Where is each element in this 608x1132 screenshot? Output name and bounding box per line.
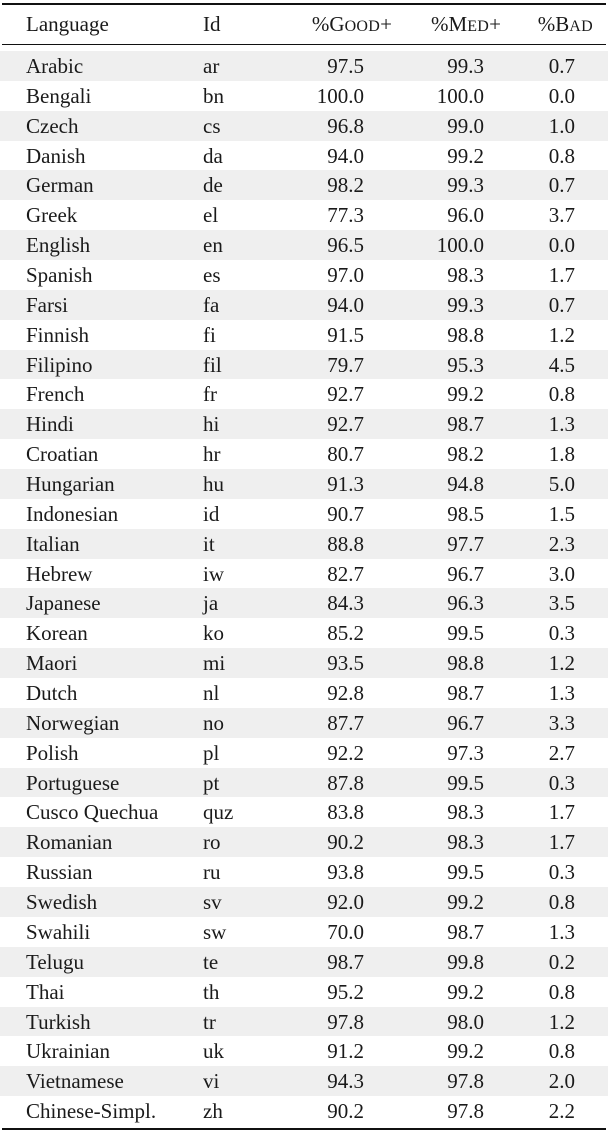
cell-med-plus: 94.8 — [447, 472, 484, 497]
cell-good-plus: 98.7 — [327, 949, 364, 974]
table-row — [0, 350, 608, 380]
cell-language: Thai — [26, 979, 65, 1004]
cell-med-plus: 95.3 — [447, 352, 484, 377]
cell-language: Chinese-Simpl. — [26, 1099, 157, 1124]
cell-bad: 0.0 — [548, 233, 575, 258]
table-row — [0, 1096, 608, 1126]
table-row — [0, 51, 608, 81]
table-row — [0, 678, 608, 708]
cell-id: el — [203, 203, 219, 228]
cell-id: ko — [203, 621, 224, 646]
table-top-rule — [2, 3, 606, 5]
table-row — [0, 947, 608, 977]
cell-bad: 2.2 — [548, 1099, 575, 1124]
cell-med-plus: 98.3 — [447, 800, 484, 825]
cell-language: Hungarian — [26, 472, 115, 497]
cell-bad: 5.0 — [548, 472, 575, 497]
table-row — [0, 260, 608, 290]
table-row — [0, 290, 608, 320]
cell-med-plus: 99.2 — [447, 382, 484, 407]
cell-language: Filipino — [26, 352, 93, 377]
cell-bad: 1.7 — [548, 830, 575, 855]
cell-bad: 0.2 — [548, 949, 575, 974]
header-med-suffix: + — [489, 12, 501, 36]
cell-id: ru — [203, 860, 221, 885]
cell-med-plus: 96.3 — [447, 591, 484, 616]
cell-language: German — [26, 173, 94, 198]
table-header-rule — [2, 44, 606, 45]
cell-good-plus: 97.5 — [327, 54, 364, 78]
header-good-prefix: % — [311, 12, 330, 36]
header-good-small: OOD — [344, 18, 381, 35]
cell-good-plus: 85.2 — [327, 621, 364, 646]
cell-bad: 0.8 — [548, 143, 575, 168]
header-med-plus — [431, 6, 501, 42]
cell-language: Croatian — [26, 442, 99, 467]
table-row — [0, 887, 608, 917]
table-row — [0, 559, 608, 589]
cell-med-plus: 96.7 — [447, 710, 484, 735]
cell-bad: 0.3 — [548, 860, 575, 885]
cell-good-plus: 80.7 — [327, 442, 364, 467]
cell-language: Danish — [26, 143, 86, 168]
cell-id: it — [203, 531, 215, 556]
cell-language: Romanian — [26, 830, 113, 855]
header-id: Id — [203, 12, 221, 36]
cell-id: fil — [203, 352, 222, 377]
cell-bad: 1.2 — [548, 651, 575, 676]
cell-med-plus: 98.7 — [447, 681, 484, 706]
cell-id: de — [203, 173, 223, 198]
cell-med-plus: 99.3 — [447, 173, 484, 198]
cell-id: fr — [203, 382, 217, 407]
cell-med-plus: 99.8 — [447, 949, 484, 974]
cell-bad: 1.3 — [548, 681, 575, 706]
table-row — [0, 200, 608, 230]
cell-bad: 3.7 — [548, 203, 575, 228]
cell-bad: 1.0 — [548, 113, 575, 138]
table-row — [0, 1066, 608, 1096]
cell-id: nl — [203, 681, 220, 706]
cell-med-plus: 98.3 — [447, 830, 484, 855]
cell-good-plus: 70.0 — [327, 919, 364, 944]
cell-language: Dutch — [26, 681, 78, 706]
cell-good-plus: 93.5 — [327, 651, 364, 676]
header-bad-big: B — [555, 12, 570, 36]
cell-med-plus: 99.5 — [447, 621, 484, 646]
cell-med-plus: 99.5 — [447, 860, 484, 885]
header-bad — [538, 6, 593, 42]
header-good-big: G — [329, 12, 345, 36]
cell-med-plus: 98.2 — [447, 442, 484, 467]
cell-id: ja — [203, 591, 219, 616]
cell-med-plus: 100.0 — [436, 233, 484, 258]
cell-bad: 2.7 — [548, 740, 575, 765]
cell-bad: 2.0 — [548, 1069, 575, 1094]
table-row — [0, 439, 608, 469]
table-row — [0, 797, 608, 827]
cell-med-plus: 97.8 — [447, 1099, 484, 1124]
cell-language: Telugu — [26, 949, 85, 974]
header-bad-small: AD — [569, 18, 593, 35]
cell-id: pt — [203, 770, 220, 795]
table-row — [0, 141, 608, 171]
cell-med-plus: 98.0 — [447, 1009, 484, 1034]
cell-bad: 3.3 — [548, 710, 575, 735]
cell-good-plus: 100.0 — [316, 83, 364, 108]
cell-id: sv — [203, 890, 222, 915]
cell-bad: 0.7 — [548, 173, 575, 198]
cell-bad: 3.0 — [548, 561, 575, 586]
table-row — [0, 977, 608, 1007]
table-row — [0, 320, 608, 350]
cell-good-plus: 90.7 — [327, 501, 364, 526]
cell-id: ar — [203, 54, 220, 78]
cell-language: Swahili — [26, 919, 91, 944]
cell-med-plus: 96.7 — [447, 561, 484, 586]
cell-language: Italian — [26, 531, 80, 556]
cell-good-plus: 79.7 — [327, 352, 364, 377]
cell-id: quz — [203, 800, 234, 825]
cell-language: Farsi — [26, 292, 68, 317]
cell-good-plus: 91.2 — [327, 1039, 364, 1064]
header-med-big: M — [448, 12, 468, 36]
table-row — [0, 738, 608, 768]
header-med-prefix: % — [431, 12, 449, 36]
cell-language: Vietnamese — [26, 1069, 124, 1094]
table-bottom-rule — [2, 1128, 606, 1130]
cell-med-plus: 98.7 — [447, 412, 484, 437]
cell-good-plus: 94.0 — [327, 143, 364, 168]
cell-bad: 1.7 — [548, 800, 575, 825]
cell-bad: 0.3 — [548, 770, 575, 795]
cell-language: Japanese — [26, 591, 101, 616]
cell-good-plus: 82.7 — [327, 561, 364, 586]
cell-id: ro — [203, 830, 221, 855]
table-body — [0, 51, 608, 1126]
header-good-suffix: + — [380, 12, 392, 36]
cell-language: Cusco Quechua — [26, 800, 159, 825]
cell-language: French — [26, 382, 85, 407]
cell-bad: 0.0 — [548, 83, 575, 108]
table-row — [0, 857, 608, 887]
cell-med-plus: 99.2 — [447, 143, 484, 168]
cell-good-plus: 98.2 — [327, 173, 364, 198]
cell-id: en — [203, 233, 223, 258]
cell-id: sw — [203, 919, 227, 944]
table-row — [0, 768, 608, 798]
cell-good-plus: 87.8 — [327, 770, 364, 795]
cell-language: Norwegian — [26, 710, 120, 735]
cell-med-plus: 99.3 — [447, 292, 484, 317]
cell-med-plus: 96.0 — [447, 203, 484, 228]
table-row — [0, 917, 608, 947]
cell-id: iw — [203, 561, 224, 586]
table-row — [0, 379, 608, 409]
cell-good-plus: 97.0 — [327, 263, 364, 288]
cell-med-plus: 99.0 — [447, 113, 484, 138]
cell-bad: 0.3 — [548, 621, 575, 646]
cell-good-plus: 94.0 — [327, 292, 364, 317]
cell-bad: 0.8 — [548, 979, 575, 1004]
header-language: Language — [26, 12, 109, 36]
table-row — [0, 827, 608, 857]
cell-good-plus: 91.5 — [327, 322, 364, 347]
cell-id: uk — [203, 1039, 224, 1064]
table-row — [0, 1036, 608, 1066]
cell-good-plus: 84.3 — [327, 591, 364, 616]
table-row — [0, 170, 608, 200]
cell-good-plus: 83.8 — [327, 800, 364, 825]
cell-med-plus: 97.7 — [447, 531, 484, 556]
cell-language: Finnish — [26, 322, 90, 347]
cell-bad: 0.8 — [548, 382, 575, 407]
cell-good-plus: 91.3 — [327, 472, 364, 497]
cell-language: Korean — [26, 621, 88, 646]
cell-good-plus: 77.3 — [327, 203, 364, 228]
cell-id: hi — [203, 412, 220, 437]
cell-bad: 0.8 — [548, 1039, 575, 1064]
cell-id: tr — [203, 1009, 216, 1034]
cell-good-plus: 90.2 — [327, 1099, 364, 1124]
cell-good-plus: 95.2 — [327, 979, 364, 1004]
cell-med-plus: 98.8 — [447, 322, 484, 347]
cell-good-plus: 92.7 — [327, 382, 364, 407]
cell-med-plus: 100.0 — [436, 83, 484, 108]
table-row — [0, 409, 608, 439]
cell-language: Bengali — [26, 83, 92, 108]
cell-language: Arabic — [26, 54, 84, 78]
cell-good-plus: 87.7 — [327, 710, 364, 735]
cell-bad: 0.7 — [548, 292, 575, 317]
cell-id: hr — [203, 442, 221, 467]
cell-language: Turkish — [26, 1009, 91, 1034]
cell-med-plus: 98.8 — [447, 651, 484, 676]
cell-good-plus: 96.5 — [327, 233, 364, 258]
cell-language: Hebrew — [26, 561, 93, 586]
cell-med-plus: 99.2 — [447, 890, 484, 915]
cell-good-plus: 93.8 — [327, 860, 364, 885]
cell-med-plus: 99.3 — [447, 54, 484, 78]
cell-bad: 1.3 — [548, 919, 575, 944]
cell-id: id — [203, 501, 220, 526]
cell-language: Russian — [26, 860, 93, 885]
cell-bad: 3.5 — [548, 591, 575, 616]
cell-good-plus: 88.8 — [327, 531, 364, 556]
cell-bad: 1.2 — [548, 322, 575, 347]
cell-id: bn — [203, 83, 224, 108]
cell-id: da — [203, 143, 223, 168]
header-good-plus — [312, 6, 392, 42]
cell-good-plus: 96.8 — [327, 113, 364, 138]
cell-bad: 0.8 — [548, 890, 575, 915]
table-row — [0, 1007, 608, 1037]
header-med-small: ED — [467, 18, 490, 35]
table-row — [0, 529, 608, 559]
table-row — [0, 708, 608, 738]
cell-good-plus: 97.8 — [327, 1009, 364, 1034]
cell-med-plus: 99.2 — [447, 979, 484, 1004]
cell-language: Ukrainian — [26, 1039, 110, 1064]
cell-bad: 1.2 — [548, 1009, 575, 1034]
cell-language: English — [26, 233, 91, 258]
table-row — [0, 230, 608, 260]
cell-id: mi — [203, 651, 226, 676]
cell-bad: 0.7 — [548, 54, 575, 78]
header-bad-prefix: % — [537, 12, 556, 36]
cell-language: Maori — [26, 651, 78, 676]
cell-good-plus: 92.2 — [327, 740, 364, 765]
cell-bad: 1.3 — [548, 412, 575, 437]
table-row — [0, 499, 608, 529]
table-header-row — [0, 6, 608, 42]
cell-id: hu — [203, 472, 224, 497]
cell-bad: 2.3 — [548, 531, 575, 556]
cell-good-plus: 90.2 — [327, 830, 364, 855]
cell-id: th — [203, 979, 220, 1004]
cell-language: Portuguese — [26, 770, 120, 795]
cell-id: pl — [203, 740, 220, 765]
cell-good-plus: 92.0 — [327, 890, 364, 915]
cell-med-plus: 98.3 — [447, 263, 484, 288]
cell-good-plus: 92.7 — [327, 412, 364, 437]
cell-good-plus: 94.3 — [327, 1069, 364, 1094]
cell-id: te — [203, 949, 219, 974]
cell-bad: 1.5 — [548, 501, 575, 526]
cell-med-plus: 97.8 — [447, 1069, 484, 1094]
cell-id: no — [203, 710, 224, 735]
cell-id: es — [203, 263, 221, 288]
table-row — [0, 111, 608, 141]
cell-bad: 1.7 — [548, 263, 575, 288]
cell-language: Hindi — [26, 412, 74, 437]
cell-language: Greek — [26, 203, 78, 228]
cell-med-plus: 98.7 — [447, 919, 484, 944]
cell-id: vi — [203, 1069, 220, 1094]
cell-language: Polish — [26, 740, 79, 765]
cell-id: cs — [203, 113, 221, 138]
cell-med-plus: 98.5 — [447, 501, 484, 526]
cell-med-plus: 99.2 — [447, 1039, 484, 1064]
table-row — [0, 588, 608, 618]
cell-language: Indonesian — [26, 501, 119, 526]
table-row — [0, 648, 608, 678]
table-row — [0, 81, 608, 111]
cell-bad: 1.8 — [548, 442, 575, 467]
cell-language: Czech — [26, 113, 79, 138]
cell-language: Spanish — [26, 263, 93, 288]
cell-good-plus: 92.8 — [327, 681, 364, 706]
cell-bad: 4.5 — [548, 352, 575, 377]
cell-language: Swedish — [26, 890, 98, 915]
cell-med-plus: 97.3 — [447, 740, 484, 765]
cell-med-plus: 99.5 — [447, 770, 484, 795]
cell-id: fi — [203, 322, 216, 347]
cell-id: zh — [203, 1099, 223, 1124]
table-row — [0, 618, 608, 648]
cell-id: fa — [203, 292, 220, 317]
table-row — [0, 469, 608, 499]
